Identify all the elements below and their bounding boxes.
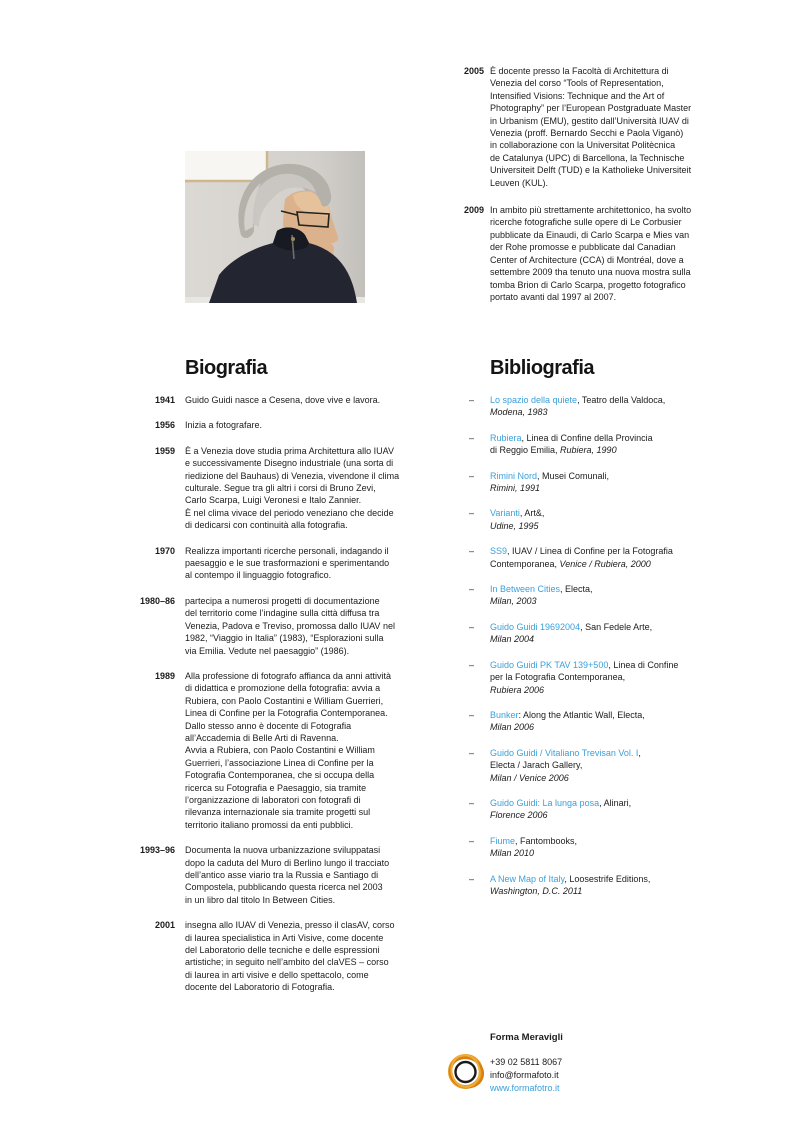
text-line: del territorio come l’indagine sulla città diffusa tra	[185, 608, 380, 619]
bib-text-segment: , Art&,	[519, 508, 545, 519]
portrait-photo	[185, 151, 365, 303]
bibliography-link[interactable]: Guido Guidi PK TAV 139+500	[490, 659, 609, 670]
bib-text-segment: , Fantombooks,	[515, 835, 578, 846]
text-line: 1982, “Viaggio in Italia” (1983), “Esplorazioni sulla	[185, 633, 384, 644]
text-line: Photography” per l’European Postgraduate Master	[490, 103, 692, 114]
text-line: in Urbanism (EMU), gestito dall’Università IUAV di	[490, 115, 689, 126]
entry-text	[185, 394, 435, 406]
bib-entry-text	[490, 507, 729, 532]
text-line: di didattica e promozione della fotografia: avvia a	[185, 683, 381, 694]
text-line: Avvia a Rubiera, con Paolo Costantini e William	[185, 745, 375, 756]
text-line: Compostela, pubblicando questa ricerca nel 2003	[185, 882, 383, 893]
text-line: Alla professione di fotografo affianca da anni attività	[185, 670, 391, 681]
bibliography-link[interactable]: Fiume	[490, 835, 516, 846]
bibliography-link[interactable]: Bunker	[490, 709, 519, 720]
bibliografia-section	[469, 356, 729, 910]
year-label: 1989	[154, 670, 175, 681]
entry-text	[185, 419, 435, 431]
text-line: È nel clima vivace del periodo veneziano che decide	[185, 507, 394, 518]
biografia-section	[115, 356, 435, 1007]
text-line: der Rohe promosse e pubblicate dal Canadian	[490, 242, 676, 253]
bibliography-entry	[469, 583, 729, 608]
text-line: dopo la caduta del Muro di Berlino lungo il tracciato	[185, 857, 390, 868]
bib-dash: –	[469, 797, 475, 808]
text-line	[490, 444, 729, 456]
text-line	[490, 809, 729, 821]
bib-text-segment: : Along the Atlantic Wall, Electa,	[518, 709, 645, 720]
text-line: È a Venezia dove studia prima Architettura allo IUAV	[185, 445, 394, 456]
text-line: In ambito più strettamente architettonico, ha svolto	[490, 205, 692, 216]
bib-text-segment: , Electa,	[560, 584, 593, 595]
text-line: Venezia del corso “Tools of Representation,	[490, 78, 664, 89]
text-line: partecipa a numerosi progetti di documentazione	[185, 595, 380, 606]
text-line: Leuven (KUL).	[490, 177, 549, 188]
bibliography-entry	[469, 747, 729, 784]
bib-text-segment: Venice / Rubiera, 2000	[559, 558, 651, 569]
text-line	[490, 470, 729, 482]
year-label: 1970	[154, 545, 175, 556]
text-line: insegna allo IUAV di Venezia, presso il clasAV, corso	[185, 920, 395, 931]
bib-text-segment: per la Fotografia Contemporanea,	[490, 672, 626, 683]
text-line: dell’antico asse viario tra la Russia e Santiago di	[185, 870, 379, 880]
text-line: settembre 2009 tha tenuto una nuova mostra sulla	[490, 267, 691, 278]
logo-icon	[444, 1049, 488, 1095]
text-line: Carlo Scarpa, Luigi Veronesi e Italo Zannier.	[185, 495, 362, 506]
bib-dash: –	[469, 747, 475, 758]
bib-text-segment: , San Fedele Arte,	[580, 621, 653, 632]
bibliography-entry	[469, 432, 729, 457]
entry-text	[185, 670, 435, 831]
year-label: 1941	[154, 395, 175, 405]
framed-picture	[185, 151, 267, 181]
bib-entry-text	[490, 709, 729, 734]
entry-text	[185, 445, 435, 532]
text-line	[490, 747, 729, 759]
bib-text-segment: Milan 2010	[490, 848, 535, 859]
year-label: 1959	[154, 445, 175, 456]
text-line	[490, 558, 729, 570]
bib-entry-text	[490, 621, 729, 646]
bib-text-segment: Rubiera 2006	[490, 684, 545, 695]
timeline-entry	[115, 670, 435, 831]
bib-entry-text	[490, 394, 729, 419]
text-line: Universiteit Delft (TUD) e la Katholieke Universiteit	[490, 165, 692, 176]
text-line: all’Accademia di Belle Arti di Ravenna.	[185, 732, 339, 743]
text-line: portato avanti dal 1997 al 2007.	[490, 291, 617, 302]
footer-contact-block	[490, 1056, 562, 1095]
text-line: ricerche fotografiche sulle opere di Le Corbusier	[490, 217, 682, 228]
entry-text	[185, 545, 435, 582]
text-line: Guido Guidi nasce a Cesena, dove vive e lavora.	[185, 395, 381, 405]
bibliography-entry	[469, 621, 729, 646]
text-line	[490, 406, 729, 418]
bib-dash: –	[469, 508, 475, 519]
events-section	[440, 65, 740, 318]
bibliography-link[interactable]: In Between Cities	[490, 584, 561, 595]
bib-text-segment: ,	[638, 747, 641, 758]
bibliography-entry	[469, 545, 729, 570]
text-line: al contempo il linguaggio fotografico.	[185, 570, 332, 581]
bibliography-link[interactable]: Rimini Nord	[490, 470, 538, 481]
text-line: in un libro dal titolo In Between Cities.	[185, 894, 336, 905]
timeline-entry	[440, 65, 740, 189]
text-line: territorio italiano promossi da enti pubblici.	[185, 819, 354, 830]
text-line	[490, 684, 729, 696]
bibliography-link[interactable]: Rubiera	[490, 432, 522, 443]
forma-meravigli-logo	[444, 1049, 488, 1095]
text-line: di laurea specialistica in Arti Visive, come docente	[185, 932, 384, 943]
bibliografia-list	[469, 394, 729, 897]
footer-organization-name: Forma Meravigli	[490, 1032, 563, 1043]
text-line	[490, 759, 729, 771]
text-line	[490, 873, 729, 885]
text-line: Guerrieri, l’associazione Linea di Confine per la	[185, 757, 374, 768]
text-line	[490, 633, 729, 645]
timeline-entry	[115, 595, 435, 657]
text-line	[490, 507, 729, 519]
bib-text-segment: Rimini, 1991	[490, 483, 541, 494]
bib-text-segment: Milan, 2003	[490, 596, 537, 607]
bibliography-link[interactable]: Guido Guidi: La lunga posa	[490, 797, 600, 808]
timeline-entry	[115, 919, 435, 993]
bib-entry-text	[490, 470, 729, 495]
bib-text-segment: , Loosestrife Editions,	[564, 873, 651, 884]
text-line	[490, 659, 729, 671]
text-line	[490, 583, 729, 595]
year-label: 2001	[154, 920, 175, 931]
events-list	[440, 65, 740, 303]
text-line	[490, 671, 729, 683]
bib-entry-text	[490, 873, 729, 898]
bibliography-entry	[469, 873, 729, 898]
bib-text-segment: Udine, 1995	[490, 520, 539, 531]
bibliography-link[interactable]: A New Map of Italy	[490, 873, 565, 884]
bib-text-segment: Florence 2006	[490, 810, 548, 821]
text-line: culturale. Segue tra gli altri i corsi di Bruno Zevi,	[185, 483, 376, 494]
bibliography-entry	[469, 507, 729, 532]
bib-dash: –	[469, 470, 475, 481]
text-line: di laurea in arti visive e dello spettacolo, come	[185, 969, 369, 980]
text-line: rilevanza internazionale sia tramite progetti sul	[185, 807, 371, 818]
text-line: di dedicarsi con continuità alla fotografia.	[185, 520, 348, 531]
text-line: Fotografia Contemporanea, che si occupa della	[185, 770, 375, 781]
bib-text-segment: , Musei Comunali,	[537, 470, 610, 481]
text-line	[490, 520, 729, 532]
timeline-entry	[115, 844, 435, 906]
timeline-entry	[115, 545, 435, 582]
text-line: ricerca su Fotografia e Paesaggio, sia tramite	[185, 782, 367, 793]
bib-text-segment: , Linea di Confine della Provincia	[521, 432, 653, 443]
text-line: Venezia, Padova e Treviso, promossa dallo IUAV nel	[185, 620, 395, 631]
bibliografia-heading: Bibliografia	[490, 357, 595, 379]
bib-text-segment: Milan / Venice 2006	[490, 772, 569, 783]
bibliography-entry	[469, 659, 729, 696]
footer-email: info@formafoto.it	[490, 1070, 559, 1080]
bib-text-segment: Contemporanea,	[490, 558, 560, 569]
text-line: e successivamente Disegno industriale (una sorta di	[185, 458, 394, 469]
bib-entry-text	[490, 583, 729, 608]
text-line: Venezia (proff. Bernardo Secchi e Paola Viganò)	[490, 128, 684, 139]
biografia-heading: Biografia	[185, 357, 268, 379]
bib-dash: –	[469, 432, 475, 443]
year-label: 1980–86	[139, 595, 175, 606]
bib-text-segment: , Teatro della Valdoca,	[577, 395, 666, 405]
text-line: del Laboratorio delle tecniche e delle espressioni	[185, 945, 380, 956]
bibliography-entry	[469, 394, 729, 419]
text-line: tomba Brion di Carlo Scarpa, progetto fotografico	[490, 279, 686, 290]
footer-website-link[interactable]: www.formafotro.it	[490, 1083, 560, 1093]
text-line	[490, 885, 729, 897]
text-line: in collaborazione con la Universitat Politècnica	[490, 140, 676, 151]
bib-text-segment: Milan 2006	[490, 722, 535, 733]
timeline-entry	[440, 204, 740, 303]
year-label: 2005	[463, 66, 484, 76]
text-line: Dallo stesso anno è docente di Fotografia	[185, 720, 352, 731]
entry-text	[490, 204, 740, 303]
text-line	[490, 595, 729, 607]
year-label: 1956	[154, 420, 175, 431]
bib-text-segment: di Reggio Emilia,	[490, 445, 561, 456]
bibliography-link[interactable]: Lo spazio della quiete	[490, 395, 578, 405]
text-line: artistiche; in seguito nell’ambito del claVES – corso	[185, 957, 389, 968]
bib-dash: –	[469, 659, 475, 670]
text-line	[490, 545, 729, 557]
footer-phone: +39 02 5811 8067	[490, 1057, 563, 1067]
bib-dash: –	[469, 709, 475, 720]
bib-entry-text	[490, 835, 729, 860]
text-line: Rubiera, con Paolo Costantini e William Guerrieri,	[185, 695, 384, 706]
entry-text	[185, 844, 435, 906]
text-line: Intensified Visions: Technique and the Art of	[490, 90, 665, 101]
text-line	[490, 772, 729, 784]
timeline-entry	[115, 419, 435, 431]
text-line: Linea di Confine per la Fotografia Contemporanea.	[185, 708, 388, 719]
text-line: paesaggio e le sue trasformazioni e sperimentando	[185, 558, 390, 569]
bibliography-entry	[469, 797, 729, 822]
bibliography-entry	[469, 709, 729, 734]
bibliography-entry	[469, 470, 729, 495]
bib-text-segment: , Alinari,	[599, 797, 632, 808]
bib-text-segment: Electa / Jarach Gallery,	[490, 760, 583, 771]
bib-text-segment: Washington, D.C. 2011	[490, 885, 583, 896]
bib-dash: –	[469, 395, 475, 405]
text-line	[490, 835, 729, 847]
timeline-entry	[115, 445, 435, 532]
bib-text-segment: , IUAV / Linea di Confine per la Fotografia	[507, 546, 673, 557]
text-line: Documenta la nuova urbanizzazione sviluppatasi	[185, 845, 381, 856]
bib-entry-text	[490, 545, 729, 570]
biografia-list	[115, 394, 435, 994]
bibliography-link[interactable]: Guido Guidi 19692004	[490, 621, 581, 632]
text-line: l’organizzazione di laboratori con fotografi di	[185, 794, 361, 805]
text-line	[490, 721, 729, 733]
entry-text	[185, 919, 435, 993]
bib-text-segment: , Linea di Confine	[608, 659, 679, 670]
bib-dash: –	[469, 873, 475, 884]
text-line	[490, 482, 729, 494]
text-line: riedizione del Bauhaus) di Venezia, vivendone il clima	[185, 470, 400, 481]
bibliography-entry	[469, 835, 729, 860]
text-line: Inizia a fotografare.	[185, 420, 263, 431]
bib-text-segment: Modena, 1983	[490, 407, 548, 418]
text-line	[490, 797, 729, 809]
text-line: de Catalunya (UPC) di Barcellona, la Technische	[490, 152, 685, 163]
bibliography-link[interactable]: Guido Guidi / Vitaliano Trevisan Vol. I	[490, 747, 639, 758]
text-line: Center of Architecture (CCA) di Montréal, dove a	[490, 254, 684, 265]
bib-dash: –	[469, 584, 475, 595]
text-line: Realizza importanti ricerche personali, indagando il	[185, 545, 389, 556]
bib-dash: –	[469, 835, 475, 846]
text-line	[490, 709, 729, 721]
bib-entry-text	[490, 432, 729, 457]
text-line	[490, 394, 729, 406]
text-line: docente del Laboratorio di Fotografia.	[185, 982, 335, 993]
bib-entry-text	[490, 659, 729, 696]
year-label: 1993–96	[139, 845, 175, 856]
bib-dash: –	[469, 621, 475, 632]
text-line	[490, 621, 729, 633]
bib-text-segment: Rubiera, 1990	[560, 445, 617, 456]
bib-entry-text	[490, 747, 729, 784]
text-line: via Emilia. Vedute nel paesaggio” (1986).	[185, 645, 350, 656]
entry-text	[185, 595, 435, 657]
bibliography-link[interactable]: SS9	[490, 546, 508, 557]
text-line: pubblicate da Einaudi, di Carlo Scarpa e Mies van	[490, 229, 690, 240]
bib-entry-text	[490, 797, 729, 822]
text-line	[490, 847, 729, 859]
year-label: 2009	[463, 205, 484, 216]
timeline-entry	[115, 394, 435, 406]
bib-dash: –	[469, 546, 475, 557]
portrait-photo-image	[185, 151, 365, 303]
bib-text-segment: Milan 2004	[490, 634, 535, 645]
bibliography-link[interactable]: Varianti	[490, 508, 520, 519]
entry-text	[490, 65, 740, 189]
text-line: È docente presso la Facoltà di Architettura di	[490, 66, 669, 76]
text-line	[490, 432, 729, 444]
